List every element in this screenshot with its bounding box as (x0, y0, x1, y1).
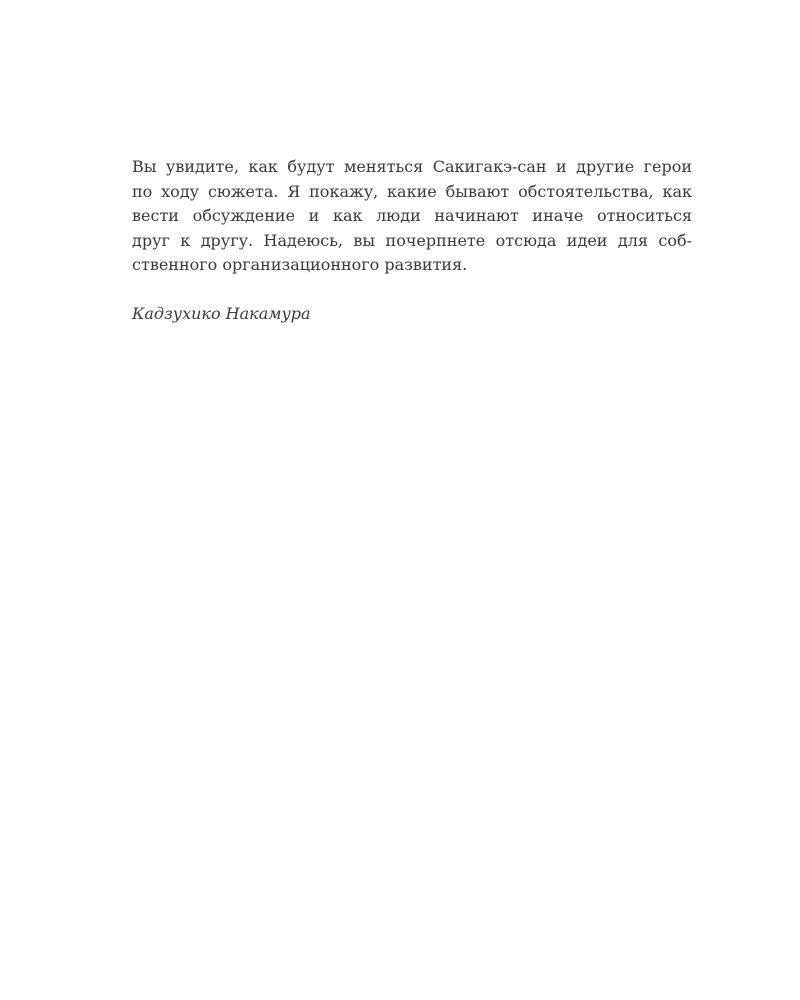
paragraph-line: Вы увидите, как будут меняться Сакигакэ-сан и другие герои (132, 157, 692, 176)
paragraph-line: друг к другу. Надеюсь, вы почерпнете отсюда идеи для соб- (132, 230, 692, 250)
body-paragraph (132, 155, 692, 278)
paragraph-line: вести обсуждение и как люди начинают иначе относиться (132, 206, 692, 225)
author-signature: Кадзухико Накамура (132, 304, 311, 323)
paragraph-line: ственного организационного развития. (132, 255, 468, 274)
paragraph-line: по ходу сюжета. Я покажу, какие бывают обстоятельства, как (132, 181, 692, 201)
